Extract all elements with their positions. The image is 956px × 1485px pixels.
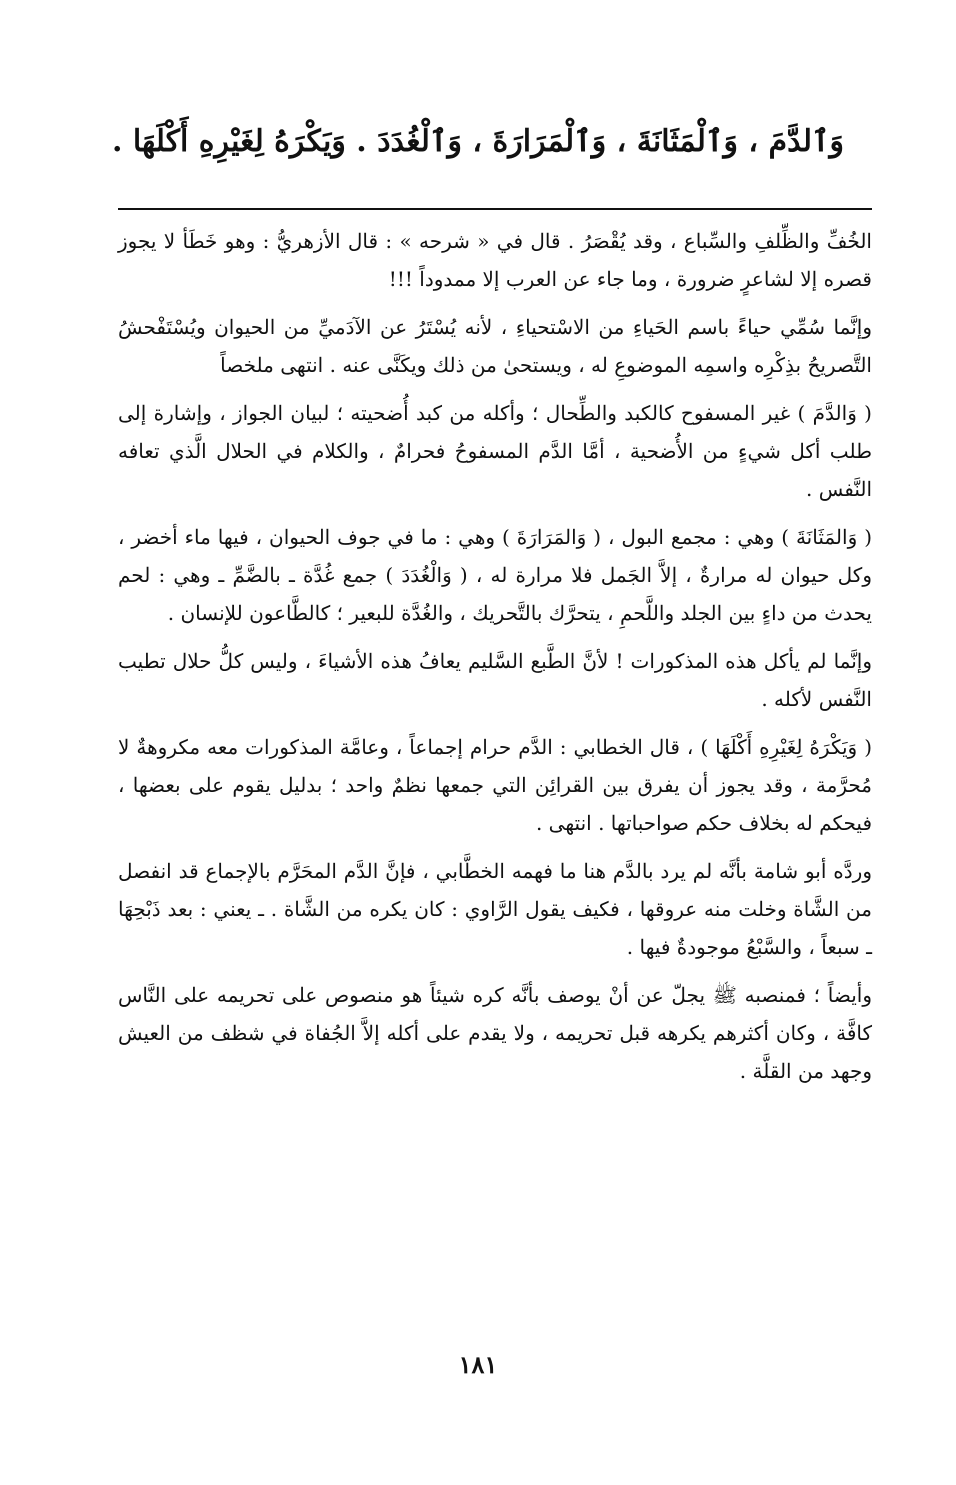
commentary-paragraph: وأيضاً ؛ فمنصبه ﷺ يجلّ عن أنْ يوصف بأنَّه كره شيئاً هو منصوص على تحريمه على النَّاس كافَّة ، وكان أكثرهم يكرهه قبل تحريمه ، ولا يقدم على أكله إلاَّ الجُفاة في شظف من العيش وجهد من القلَّة . xyxy=(118,983,872,1083)
commentary-paragraph: الخُفِّ والظِّلفِ والسِّباع ، وقد يُقْصَرُ . قال في « شرحه » : قال الأزهريُّ : وهو خَطَأ لا يجوز قصره إلا لشاعرٍ ضرورة ، وما جاء عن العرب إلا ممدوداً !!! xyxy=(118,229,872,291)
commentary-body xyxy=(118,222,872,1100)
commentary-paragraph: وإنَّما لم يأكل هذه المذكورات ! لأنَّ الطَّبع السَّليم يعافُ هذه الأشياءَ ، وليس كلُّ حلال تطيب النَّفس لأكله . xyxy=(118,649,872,711)
separator-rule xyxy=(118,208,872,210)
commentary-paragraph: ( وَالمَثَانَةَ ) وهي : مجمع البول ، ( وَالمَرَارَةَ ) وهي : ما في جوف الحيوان ، فيها ماء أخضر ، وكل حيوان له مرارةٌ ، إلاَّ الجَمل فلا مرارة له ، ( وَالْغُدَدَ ) جمع غُدَّة ـ بالضَّمِّ ـ وهي : لحم يحدث من داءٍ بين الجلد واللَّحمِ ، يتحرَّك بالتَّحريك ، والغُدَّة للبعير ؛ كالطَّاعون للإنسان . xyxy=(118,525,872,625)
matn-text-line: وَٱلدَّمَ ، وَٱلْمَثَانَةَ ، وَٱلْمَرَارَةَ ، وَٱلْغُدَدَ . وَيَكْرَهُ لِغَيْرِهِ أَكْلَهَا . xyxy=(111,124,845,159)
commentary-paragraph: وردَّه أبو شامة بأنَّه لم يرد بالدَّم هنا ما فهمه الخطَّابي ، فإنَّ الدَّم المحَرَّم بالإجماع قد انفصل من الشَّاة وخلت منه عروقها ، فكيف يقول الرَّاوي : كان يكره من الشَّاة . ـ يعني : بعد ذَبْحِهَا ـ سبعاً ، والسَّبْعُ موجودةٌ فيها . xyxy=(118,859,872,959)
page-number: ١٨١ xyxy=(458,1350,498,1379)
commentary-paragraph: ( وَالدَّمَ ) غير المسفوح كالكبد والطِّحال ؛ وأكله من كبد أُضحيته ؛ لبيان الجواز ، وإشارة إلى طلب أكل شيءٍ من الأُضحية ، أمَّا الدَّم المسفوحُ فحرامٌ ، والكلام في الحلال الَّذي تعافه النَّفس . xyxy=(118,401,872,501)
commentary-paragraph: وإنَّما سُمِّي حياءً باسم الحَياءِ من الاسْتحياءِ ، لأنه يُسْتَرُ عن الآدَميِّ من الحيوان ويُسْتَفْحشُ التَّصريحُ بذِكْرِه واسمِه الموضوعِ له ، ويستحىٰ من ذلك ويكَنَّى عنه . انتهى ملخصاً xyxy=(118,315,872,377)
commentary-paragraph: ( وَيَكْرَهُ لِغَيْرِهِ أَكْلَهَا ) ، قال الخطابي : الدَّم حرام إجماعاً ، وعامَّة المذكورات معه مكروهةٌ لا مُحرَّمة ، وقد يجوز أن يفرق بين القرائِن التي جمعها نظمٌ واحد ؛ بدليل يقوم على بعضها ، فيحكم له بخلاف حكم صواحباتها . انتهى . xyxy=(118,735,872,835)
